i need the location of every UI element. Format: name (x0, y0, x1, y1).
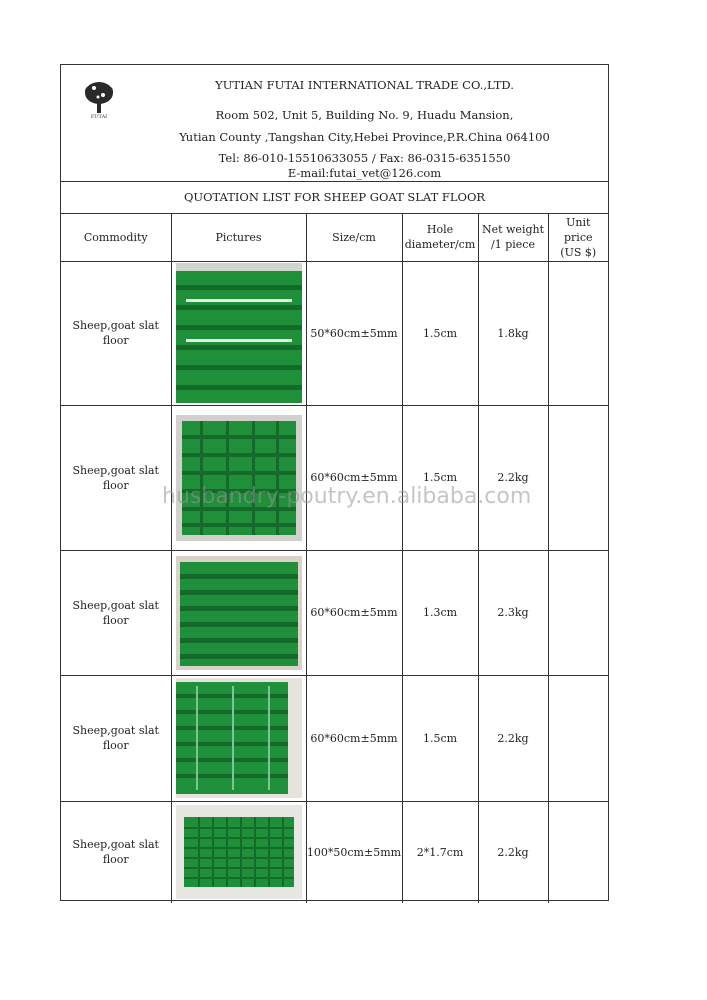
tree-logo-icon (79, 79, 119, 119)
header-hole-line1: Hole (426, 223, 454, 237)
logo-text: FUTAI (90, 114, 108, 119)
header-weight (478, 214, 548, 261)
commodity-line2: floor (102, 853, 129, 867)
picture-cell (171, 675, 306, 801)
header-price-line1: Unit (566, 215, 591, 229)
slat-floor-photo (176, 263, 302, 403)
commodity-cell (61, 550, 171, 675)
commodity-cell (61, 801, 171, 903)
price-cell (548, 550, 608, 675)
quotation-sheet (60, 64, 609, 901)
hole-cell: 1.3cm (402, 550, 478, 675)
header-commodity: Commodity (61, 214, 171, 261)
company-email: E-mail:futai_vet@126.com (287, 166, 442, 180)
price-cell (548, 675, 608, 801)
watermark-text: husbandry-poutry.en.alibaba.com (162, 484, 532, 509)
commodity-line2: floor (102, 739, 129, 752)
picture-cell (171, 801, 306, 903)
header-hole (402, 214, 478, 261)
weight-cell: 1.8kg (478, 261, 548, 405)
hole-cell: 1.5cm (402, 405, 478, 550)
commodity-line1: Sheep,goat slat (72, 724, 159, 737)
company-address-1: Room 502, Unit 5, Building No. 9, Huadu Mansion, (215, 108, 514, 122)
table-row (61, 405, 608, 550)
table-row (61, 801, 608, 903)
weight-cell: 2.2kg (478, 675, 548, 801)
company-name: YUTIAN FUTAI INTERNATIONAL TRADE CO.,LTD. (215, 78, 514, 92)
picture-cell (171, 261, 306, 405)
slat-floor-photo (176, 556, 302, 670)
picture-cell (171, 405, 306, 550)
commodity-line1: Sheep,goat slat (72, 838, 159, 852)
header-weight-line2: /1 piece (491, 238, 535, 252)
commodity-cell (61, 675, 171, 801)
size-cell: 50*60cm±5mm (306, 261, 402, 405)
header-price (548, 214, 608, 261)
slat-floor-photo (176, 678, 302, 798)
company-address-2: Yutian County ,Tangshan City,Hebei Province,P.R.China 064100 (179, 130, 550, 144)
table-row (61, 261, 608, 405)
price-cell (548, 261, 608, 405)
table-header-row (61, 214, 608, 261)
size-cell: 100*50cm±5mm (306, 801, 402, 903)
size-cell: 60*60cm±5mm (306, 550, 402, 675)
slat-floor-photo (176, 415, 302, 541)
commodity-cell (61, 261, 171, 405)
commodity-line1: Sheep,goat slat (72, 463, 159, 477)
price-cell (548, 405, 608, 550)
price-cell (548, 801, 608, 903)
header-price-line3: (US $) (560, 245, 597, 259)
hole-cell: 2*1.7cm (402, 801, 478, 903)
commodity-line1: Sheep,goat slat (72, 319, 159, 332)
header-price-line2: price (564, 230, 593, 244)
weight-cell: 2.2kg (478, 801, 548, 903)
table-row (61, 675, 608, 801)
commodity-line1: Sheep,goat slat (72, 598, 159, 612)
company-header (61, 65, 608, 182)
header-weight-line1: Net weight (481, 223, 545, 237)
quotation-title: QUOTATION LIST FOR SHEEP GOAT SLAT FLOOR (61, 181, 608, 214)
picture-cell (171, 550, 306, 675)
weight-cell: 2.3kg (478, 550, 548, 675)
hole-cell: 1.5cm (402, 261, 478, 405)
slat-floor-photo (176, 805, 302, 899)
company-phone: Tel: 86-010-15510633055 / Fax: 86-0315-6351550 (218, 151, 511, 165)
commodity-line2: floor (102, 334, 129, 347)
hole-cell: 1.5cm (402, 675, 478, 801)
header-hole-line2: diameter/cm (404, 238, 476, 252)
weight-cell: 2.2kg (478, 405, 548, 550)
table-row (61, 550, 608, 675)
size-cell: 60*60cm±5mm (306, 675, 402, 801)
commodity-cell (61, 405, 171, 550)
header-pictures: Pictures (171, 214, 306, 261)
commodity-line2: floor (102, 478, 129, 492)
commodity-line2: floor (102, 613, 129, 627)
quotation-table (61, 214, 608, 903)
size-cell: 60*60cm±5mm (306, 405, 402, 550)
header-size: Size/cm (306, 214, 402, 261)
